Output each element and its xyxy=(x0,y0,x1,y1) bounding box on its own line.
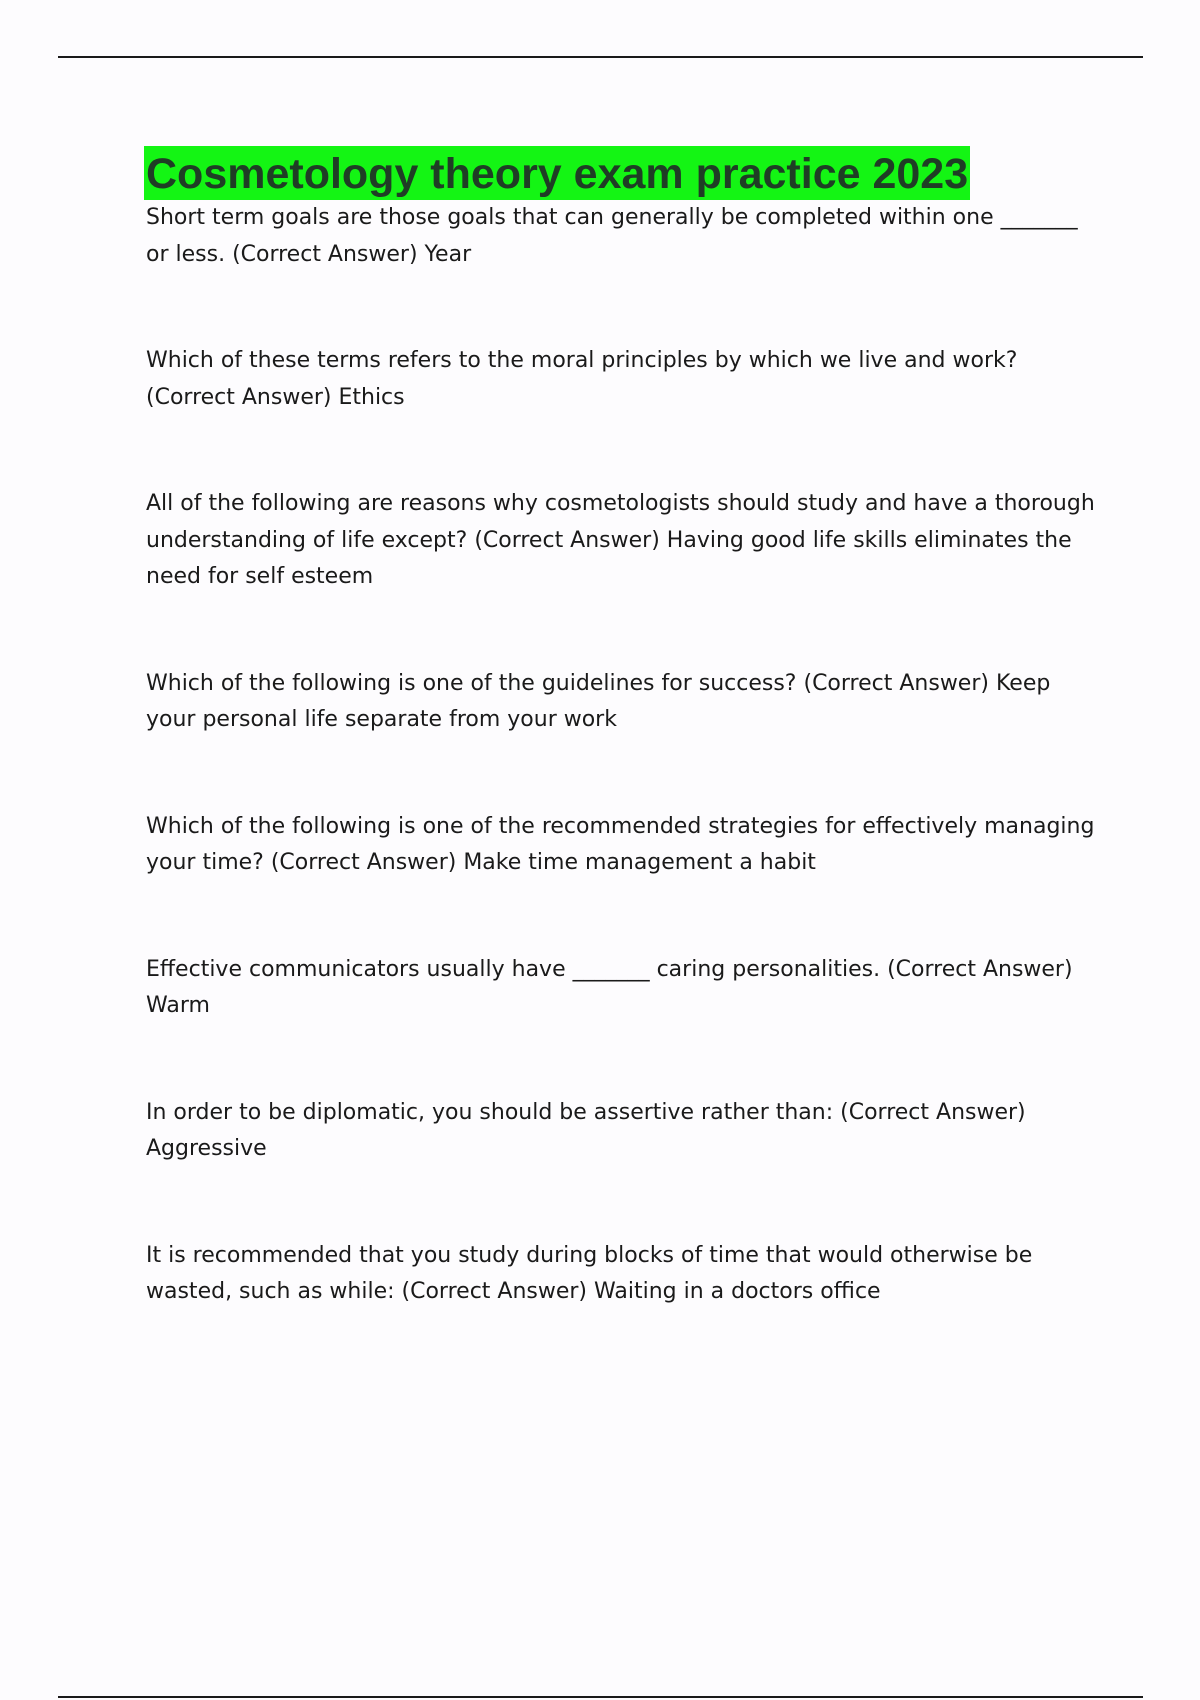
answer-text: (Correct Answer) Having good life skills eliminates the need for self esteem xyxy=(146,527,1072,589)
qa-list xyxy=(146,200,1096,1311)
question-text: Short term goals are those goals that can generally be completed within one _______ or less. xyxy=(146,205,1078,267)
question-text: It is recommended that you study during blocks of time that would otherwise be wasted, such as while: xyxy=(146,1242,1033,1304)
answer-text: (Correct Answer) Warm xyxy=(146,956,1073,1018)
document-title: Cosmetology theory exam practice 2023 xyxy=(146,150,969,198)
title-highlight xyxy=(144,146,970,200)
qa-item-8 xyxy=(146,1238,1096,1311)
qa-item-4 xyxy=(146,666,1096,739)
answer-text: (Correct Answer) Aggressive xyxy=(146,1099,1026,1161)
answer-text: (Correct Answer) Keep your personal life separate from your work xyxy=(146,670,1051,732)
top-rule xyxy=(58,56,1143,58)
answer-text: (Correct Answer) Waiting in a doctors office xyxy=(401,1279,881,1304)
question-text: Effective communicators usually have _______ caring personalities. xyxy=(146,956,881,982)
answer-text: (Correct Answer) Year xyxy=(232,241,472,267)
qa-item-1 xyxy=(146,200,1096,273)
question-text: Which of these terms refers to the moral principles by which we live and work? xyxy=(146,348,1018,373)
qa-item-7 xyxy=(146,1095,1096,1168)
qa-item-5 xyxy=(146,809,1096,882)
question-text: In order to be diplomatic, you should be assertive rather than: xyxy=(146,1099,834,1125)
document-body xyxy=(146,146,1096,1311)
question-text: Which of the following is one of the guidelines for success? xyxy=(146,670,797,696)
question-text: Which of the following is one of the recommended strategies for effectively managing your time? xyxy=(146,813,1095,875)
qa-item-2 xyxy=(146,343,1096,416)
qa-item-6 xyxy=(146,952,1096,1025)
bottom-rule xyxy=(58,1696,1143,1698)
answer-text: (Correct Answer) Make time management a habit xyxy=(270,850,816,875)
question-text: All of the following are reasons why cosmetologists should study and have a thorough understanding of life except? xyxy=(146,491,1095,553)
answer-text: (Correct Answer) Ethics xyxy=(146,384,405,410)
qa-item-3 xyxy=(146,486,1096,596)
